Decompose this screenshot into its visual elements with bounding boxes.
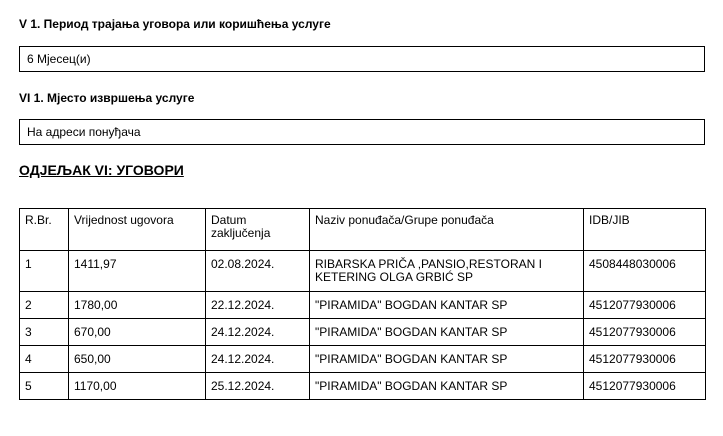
cell-bidder-name: "PIRAMIDA" BOGDAN KANTAR SP — [310, 373, 584, 400]
service-place-heading: VI 1. Мјесто извршења услуге — [19, 91, 195, 105]
cell-contract-value: 650,00 — [69, 346, 206, 373]
bidder-line2: KETERING OLGA GRBIĆ SP — [315, 270, 474, 284]
cell-conclusion-date: 24.12.2024. — [206, 346, 310, 373]
cell-contract-value: 670,00 — [69, 319, 206, 346]
cell-conclusion-date: 22.12.2024. — [206, 292, 310, 319]
contract-duration-heading: V 1. Период трајања уговора или коришћења услуге — [19, 17, 331, 31]
cell-rbr: 5 — [20, 373, 69, 400]
cell-idb: 4512077930006 — [584, 373, 706, 400]
cell-contract-value: 1411,97 — [69, 251, 206, 292]
cell-rbr: 1 — [20, 251, 69, 292]
cell-rbr: 2 — [20, 292, 69, 319]
cell-bidder-name: "PIRAMIDA" BOGDAN KANTAR SP — [310, 319, 584, 346]
table-row — [20, 292, 706, 319]
cell-bidder-name — [310, 251, 584, 292]
cell-bidder-name: "PIRAMIDA" BOGDAN KANTAR SP — [310, 346, 584, 373]
header-idb: IDB/JIB — [584, 209, 706, 251]
table-row — [20, 373, 706, 400]
header-bidder-name: Naziv ponuđača/Grupe ponuđača — [310, 209, 584, 251]
header-date-line1: Datum — [211, 213, 247, 227]
bidder-line1: RIBARSKA PRIČA ,PANSIO,RESTORAN I — [315, 257, 542, 271]
table-header-row — [20, 209, 706, 251]
cell-contract-value: 1780,00 — [69, 292, 206, 319]
cell-idb: 4512077930006 — [584, 292, 706, 319]
header-contract-value: Vrijednost ugovora — [69, 209, 206, 251]
cell-rbr: 3 — [20, 319, 69, 346]
cell-idb: 4512077930006 — [584, 319, 706, 346]
table-row — [20, 346, 706, 373]
cell-rbr: 4 — [20, 346, 69, 373]
cell-idb: 4508448030006 — [584, 251, 706, 292]
contract-duration-field: 6 Мјесец(и) — [19, 46, 705, 72]
cell-idb: 4512077930006 — [584, 346, 706, 373]
cell-conclusion-date: 24.12.2024. — [206, 319, 310, 346]
cell-conclusion-date: 02.08.2024. — [206, 251, 310, 292]
header-rbr: R.Br. — [20, 209, 69, 251]
cell-conclusion-date: 25.12.2024. — [206, 373, 310, 400]
contracts-table — [19, 208, 706, 400]
contracts-section-title: ОДЈЕЉАК VI: УГОВОРИ — [19, 162, 184, 178]
table-row — [20, 251, 706, 292]
table-row — [20, 319, 706, 346]
service-place-field: На адреси понуђача — [19, 119, 705, 145]
cell-contract-value: 1170,00 — [69, 373, 206, 400]
header-date-line2: zaključenja — [211, 226, 271, 240]
header-conclusion-date — [206, 209, 310, 251]
cell-bidder-name: "PIRAMIDA" BOGDAN KANTAR SP — [310, 292, 584, 319]
